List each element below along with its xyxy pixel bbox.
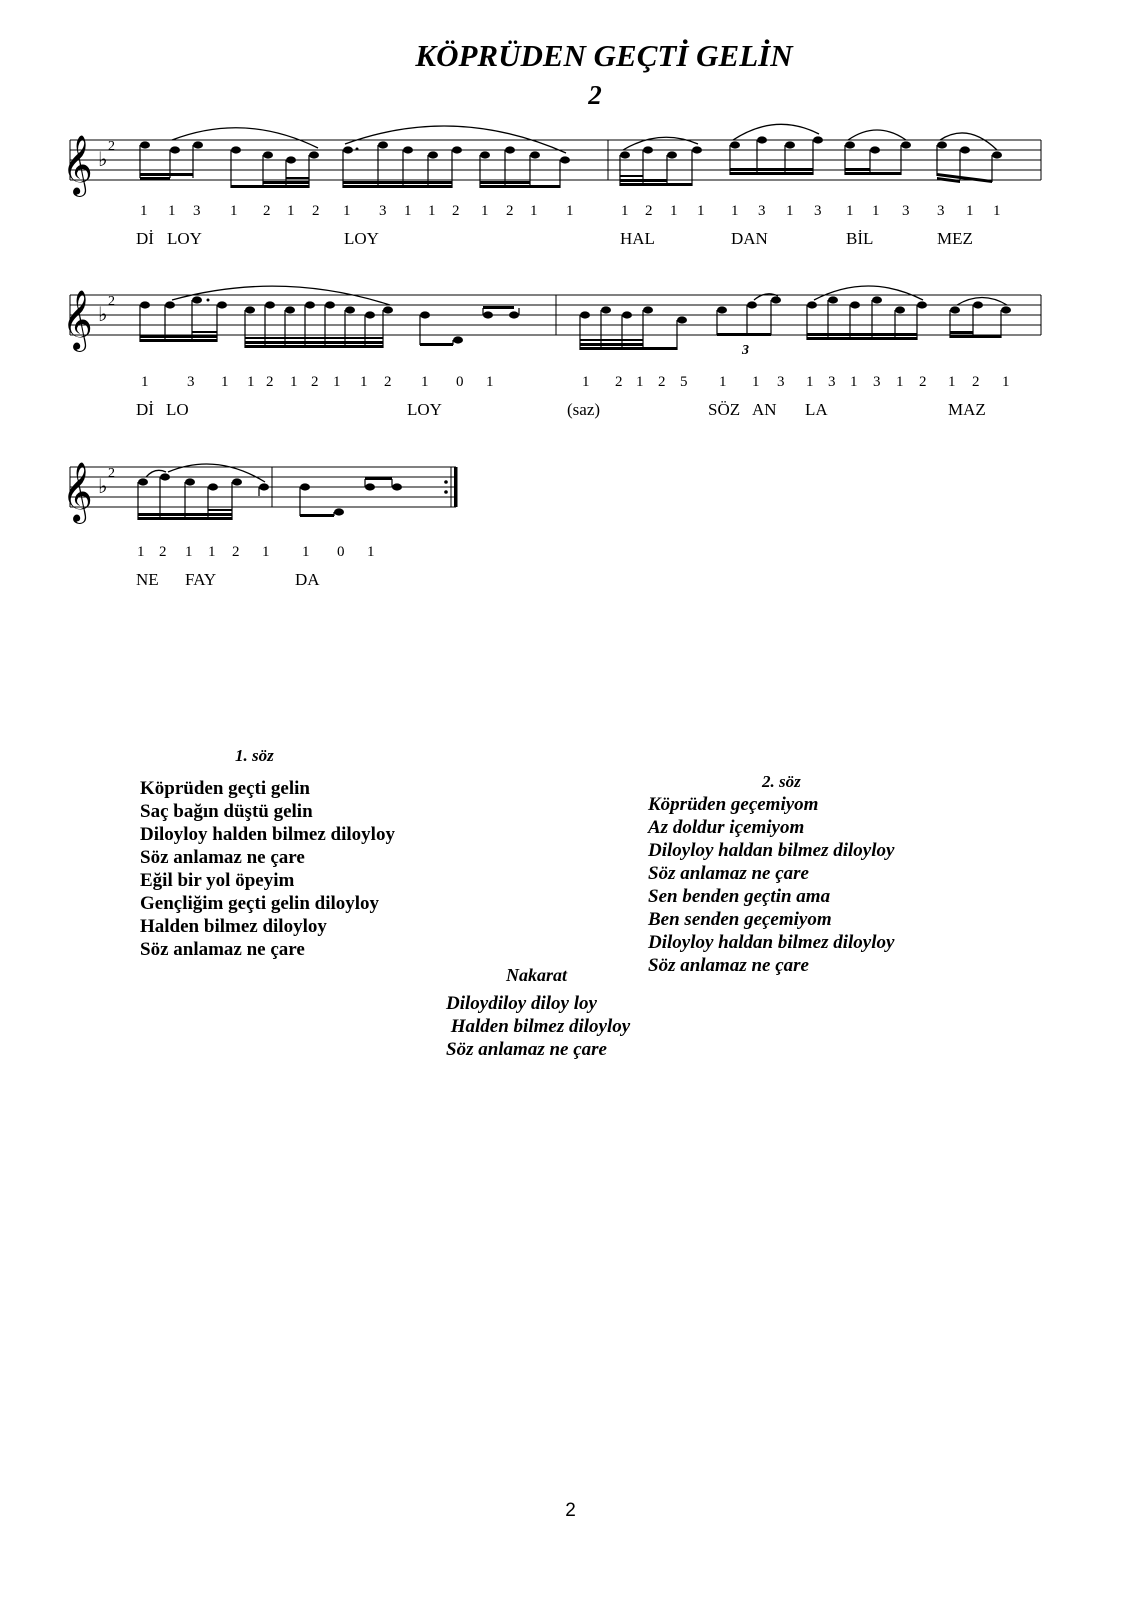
fingering-number: 1 <box>428 203 436 219</box>
verse-line: Köprüden geçemiyom <box>648 794 819 815</box>
fingering-number: 3 <box>193 203 201 219</box>
fingering-number: 1 <box>806 374 814 390</box>
fingering-number: 1 <box>247 374 255 390</box>
flat-icon: ♭ <box>98 302 108 326</box>
lyric-syllable: DAN <box>731 229 768 248</box>
verse-line: Saç bağın düştü gelin <box>140 801 313 822</box>
fingering-number: 1 <box>137 544 145 560</box>
fingering-number: 1 <box>1002 374 1010 390</box>
triplet-marker: 3 <box>742 343 749 358</box>
verse-line: Diloyloy haldan bilmez diloyloy <box>648 840 895 861</box>
lyric-syllable: AN <box>752 400 777 419</box>
lyric-syllable: LOY <box>344 229 379 248</box>
verse-2 <box>648 793 894 977</box>
page-subtitle: 2 <box>588 80 602 110</box>
fingering-number: 1 <box>185 544 193 560</box>
lyric-syllable: LA <box>805 400 828 419</box>
fingering-number: 1 <box>302 544 310 560</box>
verse-line: Halden bilmez diloyloy <box>140 916 327 937</box>
chorus-line: Diloydiloy diloy loy <box>446 993 597 1014</box>
fingering-number: 1 <box>621 203 629 219</box>
fingering-number: 3 <box>873 374 881 390</box>
lyric-syllable: MEZ <box>937 229 973 248</box>
fingering-number: 1 <box>360 374 368 390</box>
fingering-number: 3 <box>902 203 910 219</box>
lyric-syllable: FAY <box>185 570 217 589</box>
verse-line: Köprüden geçti gelin <box>140 778 310 799</box>
treble-clef-icon: 𝄞 <box>62 135 93 195</box>
fingering-number: 2 <box>506 203 514 219</box>
fingering-number: 1 <box>333 374 341 390</box>
verse-line: Söz anlamaz ne çare <box>140 847 305 868</box>
fingering-number: 1 <box>530 203 538 219</box>
lyric-syllable: Dİ <box>136 400 154 419</box>
verse-line: Söz anlamaz ne çare <box>140 939 305 960</box>
time-signature: 2 <box>108 294 115 309</box>
fingering-number: 3 <box>937 203 945 219</box>
fingering-number: 2 <box>232 544 240 560</box>
verse-line: Ben senden geçemiyom <box>648 909 832 930</box>
fingering-number: 2 <box>645 203 653 219</box>
fingering-number: 1 <box>966 203 974 219</box>
verse-line: Gençliğim geçti gelin diloyloy <box>140 893 380 914</box>
fingering-number: 2 <box>658 374 666 390</box>
flat-icon: ♭ <box>98 147 108 171</box>
chorus <box>446 992 630 1061</box>
fingering-number: 1 <box>872 203 880 219</box>
fingering-number: 1 <box>731 203 739 219</box>
fingering-number: 1 <box>670 203 678 219</box>
fingering-number: 1 <box>140 203 148 219</box>
lyric-syllable: SÖZ <box>708 400 741 419</box>
fingering-number: 1 <box>287 203 295 219</box>
fingering-number: 0 <box>456 374 464 390</box>
fingering-number: 1 <box>404 203 412 219</box>
verse-1-heading: 1. söz <box>235 746 274 765</box>
fingering-number: 1 <box>343 203 351 219</box>
page-number: 2 <box>565 1500 576 1521</box>
lyric-syllable: LO <box>166 400 189 419</box>
fingering-number: 1 <box>486 374 494 390</box>
fingering-number: 3 <box>828 374 836 390</box>
chorus-heading: Nakarat <box>506 965 568 985</box>
lyric-syllable: DA <box>295 570 320 589</box>
treble-clef-icon: 𝄞 <box>62 290 93 350</box>
fingering-number: 1 <box>421 374 429 390</box>
fingering-number: 1 <box>719 374 727 390</box>
fingering-number: 1 <box>697 203 705 219</box>
fingering-number: 2 <box>972 374 980 390</box>
fingering-number: 2 <box>452 203 460 219</box>
fingering-number: 1 <box>582 374 590 390</box>
verse-line: Diloyloy halden bilmez diloyloy <box>140 824 395 845</box>
fingering-number: 1 <box>948 374 956 390</box>
verse-line: Söz anlamaz ne çare <box>648 955 809 976</box>
lyric-syllable: MAZ <box>948 400 986 419</box>
fingering-number: 1 <box>230 203 238 219</box>
verse-line: Sen benden geçtin ama <box>648 886 831 907</box>
verse-2-heading: 2. söz <box>762 772 801 791</box>
fingering-number: 2 <box>159 544 167 560</box>
lyric-syllable: BİL <box>846 229 874 248</box>
fingering-number: 1 <box>168 203 176 219</box>
fingering-number: 1 <box>896 374 904 390</box>
fingering-number: 3 <box>814 203 822 219</box>
verse-line: Az doldur içemiyom <box>648 817 805 838</box>
fingering-number: 1 <box>636 374 644 390</box>
lyric-syllable: LOY <box>167 229 202 248</box>
lyric-syllable: NE <box>136 570 159 589</box>
time-signature: 2 <box>108 139 115 154</box>
fingering-number: 1 <box>367 544 375 560</box>
fingering-number: 3 <box>758 203 766 219</box>
verse-line: Eğil bir yol öpeyim <box>140 870 295 891</box>
fingering-number: 2 <box>266 374 274 390</box>
fingering-number: 5 <box>680 374 688 390</box>
fingering-number: 1 <box>850 374 858 390</box>
fingering-number: 2 <box>384 374 392 390</box>
lyric-syllable: HAL <box>620 229 655 248</box>
verse-1 <box>140 777 395 961</box>
fingering-number: 2 <box>919 374 927 390</box>
fingering-number: 2 <box>263 203 271 219</box>
fingering-number: 3 <box>777 374 785 390</box>
lyric-syllable: LOY <box>407 400 442 419</box>
fingering-number: 1 <box>262 544 270 560</box>
fingering-number: 1 <box>290 374 298 390</box>
fingering-number: 1 <box>752 374 760 390</box>
fingering-number: 2 <box>312 203 320 219</box>
treble-clef-icon: 𝄞 <box>62 462 93 522</box>
fingering-number: 1 <box>846 203 854 219</box>
chorus-line: Halden bilmez diloyloy <box>446 1016 631 1037</box>
page-title: KÖPRÜDEN GEÇTİ GELİN <box>415 38 793 73</box>
fingering-number: 1 <box>208 544 216 560</box>
flat-icon: ♭ <box>98 474 108 498</box>
fingering-number: 1 <box>786 203 794 219</box>
fingering-number: 1 <box>993 203 1001 219</box>
fingering-number: 1 <box>566 203 574 219</box>
music-staff-3 <box>0 0 1141 600</box>
time-signature: 2 <box>108 466 115 481</box>
fingering-number: 1 <box>221 374 229 390</box>
fingering-number: 1 <box>481 203 489 219</box>
fingering-number: 0 <box>337 544 345 560</box>
lyric-syllable: (saz) <box>567 400 601 419</box>
fingering-number: 3 <box>379 203 387 219</box>
fingering-number: 2 <box>311 374 319 390</box>
chorus-line: Söz anlamaz ne çare <box>446 1039 607 1060</box>
fingering-number: 2 <box>615 374 623 390</box>
verse-line: Söz anlamaz ne çare <box>648 863 809 884</box>
lyric-syllable: Dİ <box>136 229 154 248</box>
fingering-number: 1 <box>141 374 149 390</box>
verse-line: Diloyloy haldan bilmez diloyloy <box>648 932 895 953</box>
fingering-number: 3 <box>187 374 195 390</box>
